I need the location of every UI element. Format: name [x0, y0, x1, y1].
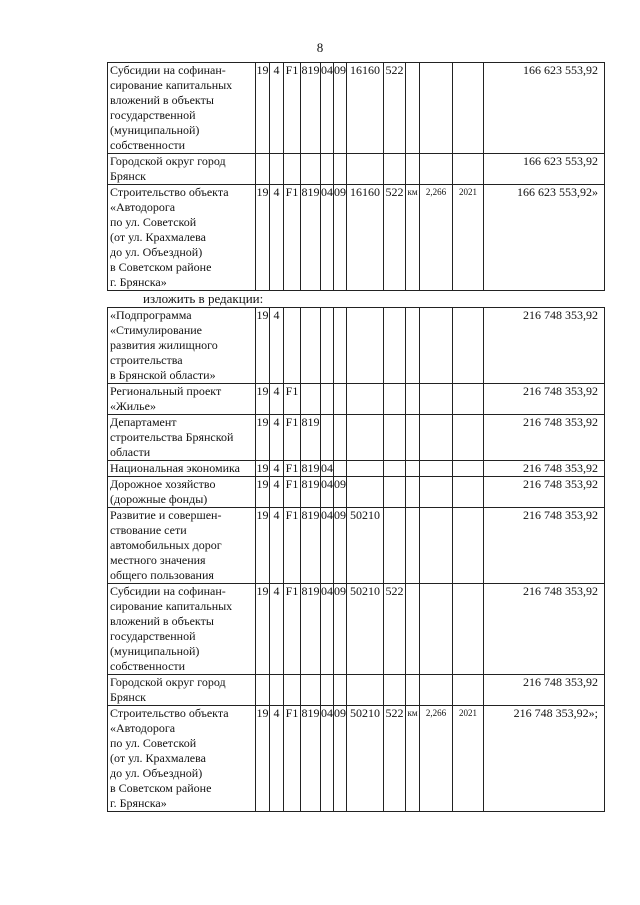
code-cell — [384, 477, 406, 508]
code-cell: 04 — [321, 706, 334, 812]
indicator-cell — [420, 308, 453, 384]
code-cell: 4 — [270, 308, 284, 384]
code-cell — [270, 675, 284, 706]
table-row — [108, 584, 605, 675]
code-cell — [384, 384, 406, 415]
code-cell — [284, 675, 301, 706]
code-cell: 19 — [256, 384, 270, 415]
code-cell: 522 — [384, 706, 406, 812]
row-name-cell: Развитие и совершен- ствование сети автомобильных дорог местного значения общего пользования — [108, 508, 256, 584]
code-cell: 819 — [301, 415, 321, 461]
indicator-cell: 2,266 — [420, 706, 453, 812]
code-cell — [321, 308, 334, 384]
row-name-cell: Дорожное хозяйство (дорожные фонды) — [108, 477, 256, 508]
code-cell — [256, 154, 270, 185]
code-cell: 4 — [270, 461, 284, 477]
indicator-cell: км — [406, 185, 420, 291]
code-cell — [347, 415, 384, 461]
indicator-cell: 2021 — [453, 706, 484, 812]
code-cell — [384, 675, 406, 706]
table-row — [108, 706, 605, 812]
amount-cell: 216 748 353,92 — [484, 584, 605, 675]
code-cell — [384, 154, 406, 185]
indicator-cell — [406, 461, 420, 477]
indicator-cell — [406, 384, 420, 415]
code-cell: 819 — [301, 706, 321, 812]
indicator-cell — [453, 384, 484, 415]
code-cell — [301, 154, 321, 185]
indicator-cell — [453, 154, 484, 185]
row-name-cell: Строительство объекта «Автодорога по ул. Советской (от ул. Крахмалева до ул. Объездной) в Советском районе г. Брянска» — [108, 706, 256, 812]
indicator-cell — [420, 154, 453, 185]
indicator-cell — [406, 508, 420, 584]
amount-cell: 216 748 353,92 — [484, 675, 605, 706]
code-cell: 19 — [256, 584, 270, 675]
code-cell: 4 — [270, 508, 284, 584]
code-cell: 522 — [384, 584, 406, 675]
amount-cell: 216 748 353,92»; — [484, 706, 605, 812]
indicator-cell — [406, 675, 420, 706]
code-cell — [301, 384, 321, 415]
code-cell — [384, 461, 406, 477]
code-cell: 04 — [321, 508, 334, 584]
code-cell: 819 — [301, 63, 321, 154]
code-cell: 19 — [256, 477, 270, 508]
indicator-cell — [420, 675, 453, 706]
code-cell — [301, 308, 321, 384]
code-cell: 09 — [334, 185, 347, 291]
code-cell: 19 — [256, 461, 269, 475]
code-cell: 16160 — [347, 63, 384, 154]
amount-cell: 216 748 353,92 — [484, 415, 605, 461]
code-cell — [347, 477, 384, 508]
code-cell: 04 — [321, 584, 334, 675]
indicator-cell — [453, 308, 484, 384]
code-cell — [256, 675, 270, 706]
amount-cell: 216 748 353,92 — [484, 308, 605, 384]
indicator-cell: км — [406, 706, 420, 812]
code-cell: 16160 — [347, 185, 384, 291]
code-cell: 04 — [321, 461, 333, 475]
code-cell: 04 — [321, 185, 334, 291]
indicator-cell: 2021 — [453, 185, 484, 291]
indicator-cell — [406, 63, 420, 154]
budget-table-old — [107, 62, 605, 291]
indicator-cell — [406, 308, 420, 384]
code-cell — [384, 508, 406, 584]
code-cell: 4 — [270, 384, 284, 415]
code-cell — [301, 675, 321, 706]
indicator-cell — [453, 63, 484, 154]
code-cell — [334, 154, 347, 185]
code-cell — [334, 461, 347, 477]
amount-cell: 166 623 553,92 — [484, 63, 605, 154]
indicator-cell — [453, 675, 484, 706]
table-row — [108, 508, 605, 584]
code-cell — [321, 384, 334, 415]
code-cell: 04 — [321, 63, 334, 154]
code-cell: F1 — [284, 706, 301, 812]
table-row — [108, 63, 605, 154]
code-cell: 09 — [334, 63, 347, 154]
row-name-cell: «Подпрограмма «Стимулирование развития жилищного строительства в Брянской области» — [108, 308, 256, 384]
table-row — [108, 154, 605, 185]
table-row — [108, 461, 605, 477]
indicator-cell — [406, 415, 420, 461]
table-row — [108, 308, 605, 384]
code-cell: 19 — [256, 508, 270, 584]
code-cell: 19 — [256, 706, 270, 812]
row-name-cell: Региональный проект «Жилье» — [108, 384, 256, 415]
code-cell — [334, 384, 347, 415]
table-row — [108, 675, 605, 706]
code-cell: 09 — [334, 584, 347, 675]
code-cell — [347, 154, 384, 185]
code-cell: 19 — [256, 185, 270, 291]
code-cell — [321, 675, 334, 706]
code-cell: 522 — [384, 63, 406, 154]
code-cell: F1 — [284, 461, 301, 477]
indicator-cell — [453, 415, 484, 461]
amount-cell: 166 623 553,92» — [484, 185, 605, 291]
code-cell: 4 — [270, 185, 284, 291]
table-row — [108, 185, 605, 291]
code-cell: 19 — [256, 308, 270, 384]
indicator-cell: 2,266 — [420, 185, 453, 291]
row-name-cell: Городской округ город Брянск — [108, 154, 256, 185]
amount-cell: 216 748 353,92 — [484, 508, 605, 584]
table-row — [108, 384, 605, 415]
indicator-cell — [453, 584, 484, 675]
indicator-cell — [420, 477, 453, 508]
indicator-cell — [420, 63, 453, 154]
code-cell: 4 — [270, 584, 284, 675]
indicator-cell — [453, 508, 484, 584]
indicator-cell — [420, 508, 453, 584]
code-cell: F1 — [284, 185, 301, 291]
amount-cell: 216 748 353,92 — [484, 384, 605, 415]
code-cell: 819 — [301, 477, 321, 508]
code-cell: 19 — [256, 415, 270, 461]
row-name-cell: Субсидии на софинан- сирование капитальных вложений в объекты государственной (муниципальной) собственности — [108, 584, 256, 675]
code-cell: F1 — [284, 477, 301, 508]
budget-table-new — [107, 307, 605, 812]
code-cell: 522 — [384, 185, 406, 291]
row-name-cell: Строительство объекта «Автодорога по ул. Советской (от ул. Крахмалева до ул. Объездной) в Советском районе г. Брянска» — [108, 185, 256, 291]
code-cell: 4 — [270, 706, 284, 812]
code-cell: 09 — [334, 508, 347, 584]
row-name-cell: Национальная экономика — [108, 461, 256, 477]
code-cell: 4 — [270, 63, 284, 154]
indicator-cell — [453, 477, 484, 508]
code-cell: 50210 — [347, 584, 384, 675]
code-cell — [284, 154, 301, 185]
code-cell: 50210 — [347, 706, 384, 812]
code-cell: 50210 — [347, 508, 384, 584]
code-cell — [270, 154, 284, 185]
code-cell — [284, 308, 301, 384]
code-cell — [334, 415, 347, 461]
code-cell: 4 — [270, 477, 284, 508]
amount-cell: 166 623 553,92 — [484, 154, 605, 185]
code-cell — [347, 384, 384, 415]
code-cell — [334, 308, 347, 384]
code-cell: F1 — [284, 63, 301, 154]
code-cell — [321, 415, 334, 461]
row-name-cell: Городской округ город Брянск — [108, 675, 256, 706]
code-cell: 09 — [334, 477, 347, 508]
amount-cell: 216 748 353,92 — [484, 477, 605, 508]
code-cell: 819 — [301, 584, 321, 675]
code-cell: F1 — [284, 384, 301, 415]
code-cell: F1 — [284, 584, 301, 675]
code-cell — [384, 415, 406, 461]
code-cell: 819 — [301, 185, 321, 291]
instruction-text: изложить в редакции: — [143, 291, 264, 306]
code-cell — [321, 154, 334, 185]
indicator-cell — [420, 415, 453, 461]
code-cell — [347, 675, 384, 706]
indicator-cell — [406, 154, 420, 185]
code-cell: 819 — [301, 508, 321, 584]
code-cell: F1 — [284, 508, 301, 584]
page-number: 8 — [316, 40, 324, 55]
code-cell: 4 — [270, 415, 284, 461]
row-name-cell: Субсидии на софинан- сирование капитальных вложений в объекты государственной (муниципальной) собственности — [108, 63, 256, 154]
indicator-cell — [420, 461, 453, 477]
code-cell: F1 — [284, 415, 301, 461]
code-cell — [347, 461, 384, 477]
indicator-cell — [420, 584, 453, 675]
amount-cell: 216 748 353,92 — [484, 461, 605, 477]
table-row — [108, 415, 605, 461]
indicator-cell — [420, 384, 453, 415]
code-cell — [384, 308, 406, 384]
code-cell — [334, 675, 347, 706]
row-name-cell: Департамент строительства Брянской области — [108, 415, 256, 461]
indicator-cell — [453, 461, 484, 477]
indicator-cell — [406, 584, 420, 675]
indicator-cell — [406, 477, 420, 508]
code-cell — [347, 308, 384, 384]
table-row — [108, 477, 605, 508]
code-cell: 819 — [301, 461, 320, 475]
code-cell: 04 — [321, 477, 334, 508]
code-cell: 19 — [256, 63, 270, 154]
code-cell: 09 — [334, 706, 347, 812]
